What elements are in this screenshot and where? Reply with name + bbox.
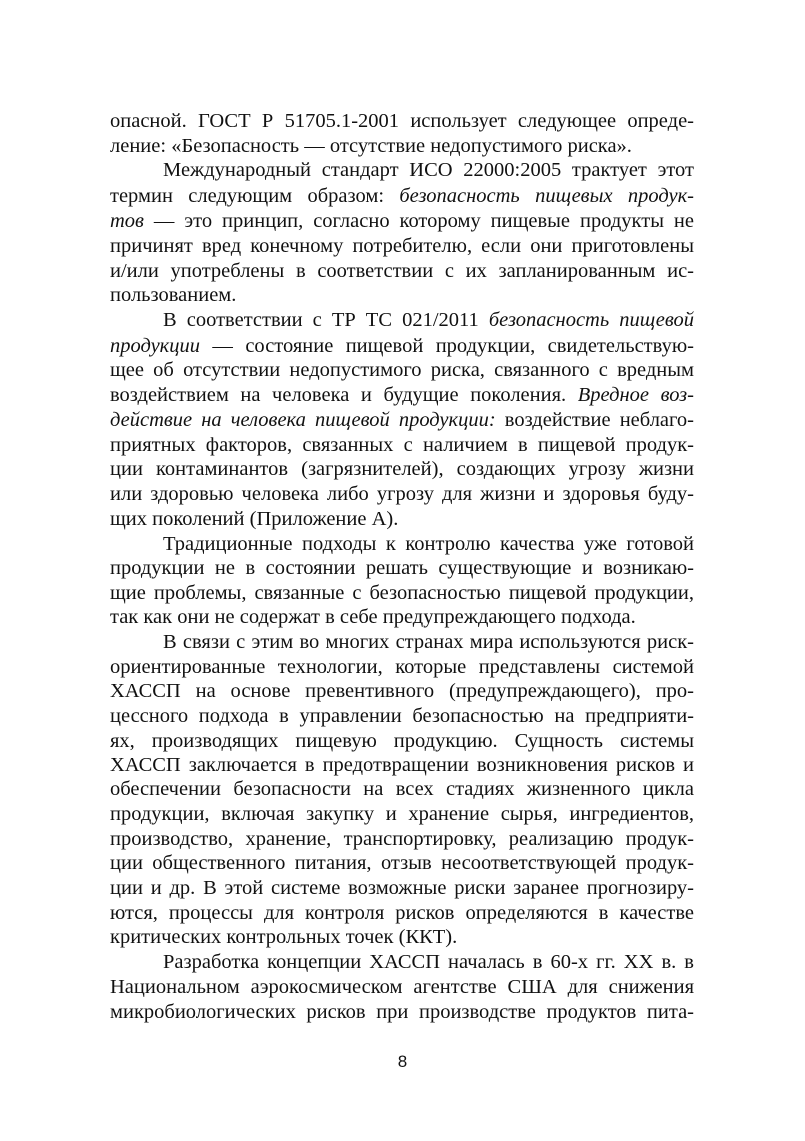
text-line: [110, 457, 694, 481]
text-run: щие проблемы, связанные с безопасностью пищевой продукции,: [110, 582, 694, 604]
text-run: ях, производящих пищевую продукцию. Сущность системы: [110, 730, 694, 752]
text-line: [110, 482, 694, 506]
text-run: воздействие неблаго-: [495, 409, 695, 431]
text-line: [110, 109, 694, 133]
text-run: В связи с этим во многих странах мира используются риск-: [163, 631, 694, 653]
text-run: производство, хранение, транспортировку, реализацию продук-: [110, 828, 694, 850]
text-line: [163, 950, 694, 974]
text-line: [110, 777, 694, 801]
text-line: [110, 876, 694, 900]
text-run: пользованием.: [110, 284, 237, 306]
italic-term: тов: [110, 210, 144, 232]
text-line: [110, 851, 694, 875]
text-run: воздействием на человека и будущие поколения.: [110, 384, 578, 406]
text-line: [110, 975, 694, 999]
text-run: Традиционные подходы к контролю качества уже готовой: [163, 533, 694, 555]
text-line: [110, 827, 694, 851]
text-run: ХАССП заключается в предотвращении возникновения рисков и: [110, 754, 694, 776]
text-run: продукции не в состоянии решать существующие и возникаю-: [110, 557, 694, 579]
text-run: ции контаминантов (загрязнителей), создающих угрозу жизни: [110, 458, 694, 480]
text-line: [110, 184, 694, 208]
text-run: или здоровью человека либо угрозу для жизни и здоровья буду-: [110, 483, 694, 505]
text-line: [110, 1000, 694, 1024]
text-line: [110, 358, 694, 382]
text-line: [110, 605, 694, 629]
text-line: [163, 158, 694, 182]
text-run: ются, процессы для контроля рисков определяются в качестве: [110, 902, 694, 924]
text-run: ции и др. В этой системе возможные риски заранее прогнозиру-: [110, 877, 694, 899]
text-line: [163, 532, 694, 556]
text-line: [110, 507, 694, 531]
text-line: [110, 408, 694, 432]
italic-term: безопасность пищевых продук-: [399, 185, 694, 207]
text-line: [110, 925, 694, 949]
text-run: так как они не содержат в себе предупреждающего подхода.: [110, 606, 636, 628]
text-line: [110, 802, 694, 826]
text-line: [110, 209, 694, 233]
text-run: В соответствии с ТР ТС 021/2011: [163, 309, 489, 331]
text-run: микробиологических рисков при производстве продуктов пита-: [110, 1001, 694, 1023]
text-run: приятных факторов, связанных с наличием в пищевой продук-: [110, 434, 694, 456]
text-line: [110, 729, 694, 753]
page-number: 8: [397, 1052, 408, 1071]
text-run: цессного подхода в управлении безопасностью на предприяти-: [110, 705, 694, 727]
text-line: [163, 308, 694, 332]
text-run: критических контрольных точек (ККТ).: [110, 926, 458, 948]
text-run: щих поколений (Приложение А).: [110, 508, 399, 530]
text-line: [110, 556, 694, 580]
text-run: ции общественного питания, отзыв несоответствующей продук-: [110, 852, 694, 874]
text-run: Национальном аэрокосмическом агентстве США для снижения: [110, 976, 694, 998]
text-line: [110, 283, 694, 307]
text-run: обеспечении безопасности на всех стадиях жизненного цикла: [110, 778, 694, 800]
text-line: [110, 679, 694, 703]
text-run: продукции, включая закупку и хранение сырья, ингредиентов,: [110, 803, 694, 825]
italic-term: действие на человека пищевой продукции:: [110, 409, 496, 431]
text-run: и/или употреблены в соответствии с их запланированным ис-: [110, 260, 694, 282]
text-line: [110, 334, 694, 358]
text-line: [110, 753, 694, 777]
text-line: [110, 234, 694, 258]
text-line: [110, 704, 694, 728]
text-line: [110, 581, 694, 605]
text-run: опасной. ГОСТ Р 51705.1-2001 использует следующее опреде-: [110, 110, 694, 132]
text-run: ориентированные технологии, которые представлены системой: [110, 656, 694, 678]
text-run: Международный стандарт ИСО 22000:2005 трактует этот: [163, 159, 694, 181]
text-run: — состояние пищевой продукции, свидетельствую-: [200, 335, 694, 357]
text-run: щее об отсутствии недопустимого риска, связанного с вредным: [110, 359, 694, 381]
text-run: причинят вред конечному потребителю, если они приготовлены: [110, 235, 694, 257]
text-line: [110, 134, 694, 158]
italic-term: Вредное воз-: [577, 384, 695, 406]
text-run: ление: «Безопасность — отсутствие недопустимого риска».: [110, 135, 632, 157]
text-line: [110, 259, 694, 283]
text-run: — это принцип, согласно которому пищевые продукты не: [143, 210, 694, 232]
text-run: ХАССП на основе превентивного (предупреждающего), про-: [110, 680, 694, 702]
italic-term: продукции: [110, 335, 201, 357]
text-line: [110, 383, 694, 407]
text-run: Разработка концепции ХАССП началась в 60-х гг. XX в. в: [163, 951, 694, 973]
text-run: термин следующим образом:: [110, 185, 400, 207]
text-line: [110, 655, 694, 679]
italic-term: безопасность пищевой: [488, 309, 694, 331]
text-line: [163, 630, 694, 654]
text-line: [110, 901, 694, 925]
text-line: [110, 433, 694, 457]
